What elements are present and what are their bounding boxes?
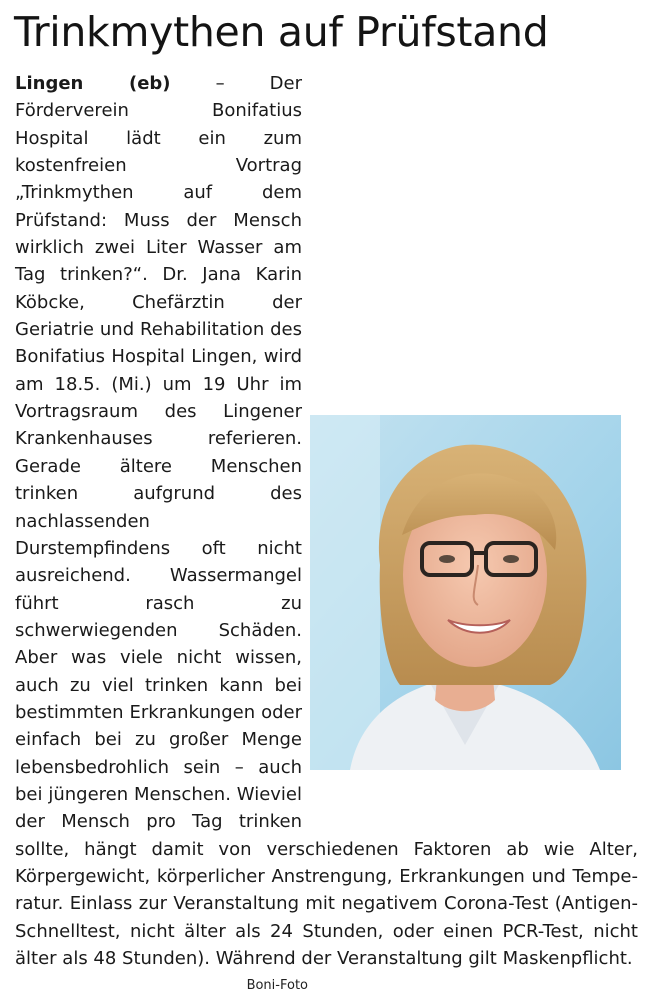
headline: Trinkmythen auf Prüfstand [14, 8, 549, 56]
article-text: – Der Förderverein Bonifatius Hospital lädt ein zum kostenfreien Vortrag „Trinkmythen auf dem Prüfstand: Muss der Mensch wirklich zwei Liter Wasser am Tag trinken?“. Dr. Jana Karin Köbcke, Chefärztin der Geriatrie und Rehabilitation des Bonifatius Hospital Lingen, wird am 18.5. (Mi.) um 19 Uhr im Vortragsraum des Lingener Krankenhauses referieren. Gerade ältere Menschen trinken aufgrund des nachlassenden Durstempfindens oft nicht ausreichend. Wassermangel führt rasch zu schwerwiegenden Schäden. Aber was viele nicht wissen, auch zu viel trinken kann bei bestimmten Erkrankungen oder einfach bei zu großer Menge lebensbedrohlich sein – auch bei jüngeren Menschen. Wieviel der Mensch pro Tag trinken sollte, hängt damit von verschiedenen Faktoren ab wie Alter, Körpergewicht, körperlicher Anstrengung, Erkrankungen und Temperatur. Einlass zur Veranstaltung mit negativem Corona-Test (Antigen-Schnelltest, nicht älter als 24 Stunden, oder einen PCR-Test, nicht älter als 48 Stunden). Während der Veranstaltung gilt Maskenpflicht. [15, 73, 638, 969]
dateline: Lingen (eb) [15, 73, 171, 94]
portrait-photo [310, 415, 621, 770]
photo-credit: Boni-Foto [246, 978, 308, 994]
portrait-illustration [310, 415, 621, 770]
